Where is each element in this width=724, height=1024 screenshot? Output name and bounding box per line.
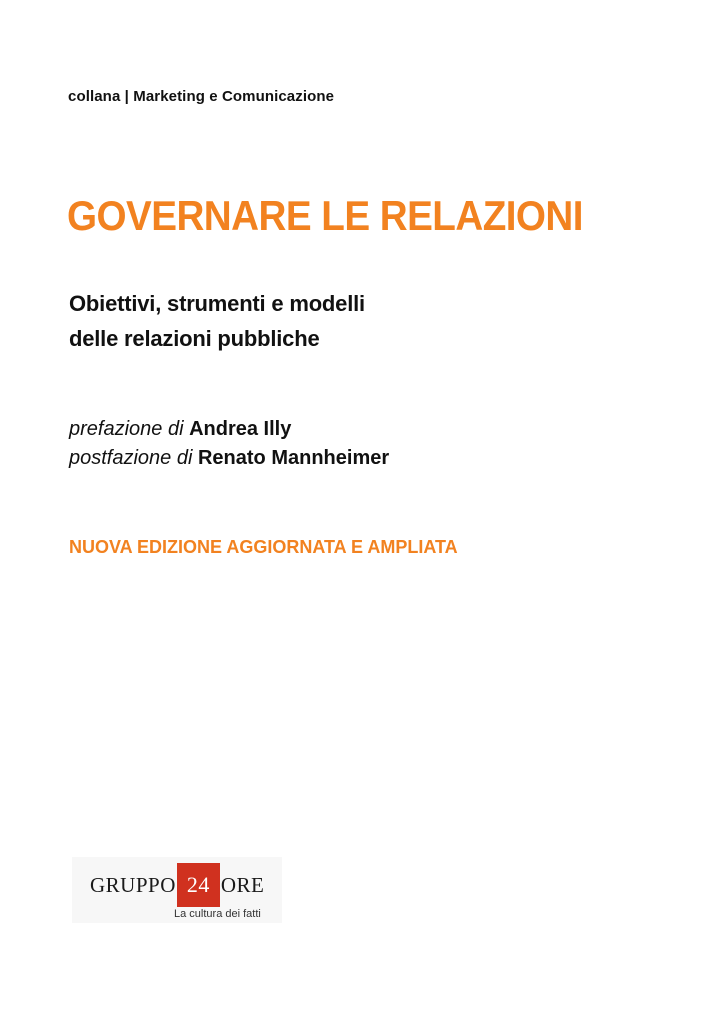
preface-author: Andrea Illy [189,418,292,440]
series-label: collana | Marketing e Comunicazione [68,88,335,105]
subtitle-line-1: Obiettivi, strumenti e modelli [69,291,365,316]
publisher-wordmark [90,863,264,907]
publisher-tagline: La cultura dei fatti [174,908,261,920]
book-subtitle [69,286,365,356]
publisher-name-left: GRUPPO [90,872,176,897]
credits [69,415,389,473]
preface-credit [69,415,389,444]
preface-role: prefazione di [69,418,184,440]
publisher-logo [72,857,282,923]
publisher-name-right: ORE [220,872,265,897]
postface-author: Renato Mannheimer [197,447,390,469]
postface-role: postfazione di [69,447,193,469]
edition-note: NUOVA EDIZIONE AGGIORNATA E AMPLIATA [69,537,458,557]
subtitle-line-2: delle relazioni pubbliche [69,326,320,351]
postface-credit [69,444,389,473]
publisher-name-box: 24 [177,863,220,907]
book-title: GOVERNARE LE RELAZIONI [67,192,583,239]
